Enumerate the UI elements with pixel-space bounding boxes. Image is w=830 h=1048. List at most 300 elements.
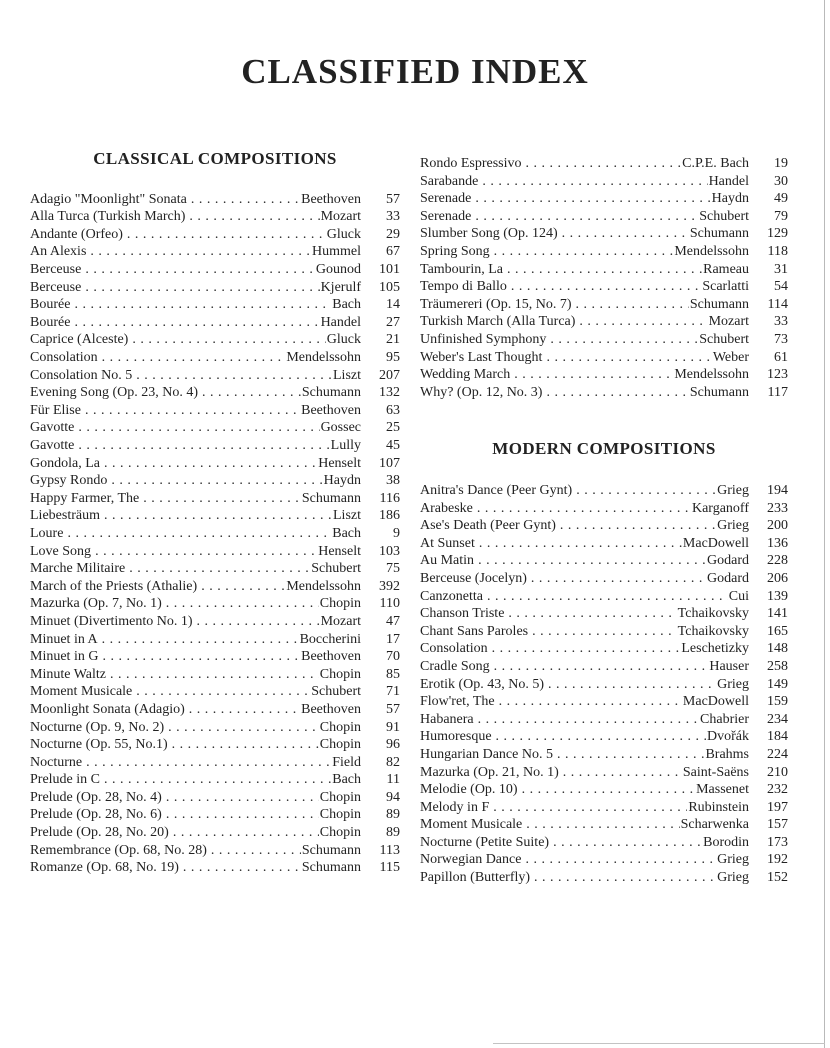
entry-composer: Hummel <box>312 244 361 260</box>
entry-composer: Liszt <box>333 508 361 524</box>
dot-leader <box>532 623 677 641</box>
entry-title: An Alexis <box>30 244 87 260</box>
entry-page-number: 25 <box>386 420 400 436</box>
entry-page-number: 91 <box>386 719 400 735</box>
scan-edge-right <box>824 0 825 1048</box>
entry-page-number: 57 <box>386 191 400 207</box>
page-title: CLASSIFIED INDEX <box>241 52 589 91</box>
entry-composer: Rubinstein <box>688 799 749 815</box>
entry-composer: Grieg <box>717 870 749 886</box>
dot-leader <box>85 279 319 297</box>
entry-title: Nocturne (Petite Suite) <box>420 834 550 850</box>
entry-composer: Mendelssohn <box>286 578 361 594</box>
entry-composer: Karganoff <box>691 500 749 516</box>
dot-leader <box>143 490 301 508</box>
modern-list <box>420 482 788 887</box>
dot-leader <box>132 331 325 349</box>
dot-leader <box>557 746 704 764</box>
entry-title: Für Elise <box>30 402 81 418</box>
index-entry <box>30 419 400 437</box>
entry-composer: Brahms <box>705 746 749 762</box>
entry-composer: Chopin <box>319 737 361 753</box>
index-entry <box>30 279 400 297</box>
entry-title: Moonlight Sonata (Adagio) <box>30 701 185 717</box>
index-entry <box>30 754 400 772</box>
entry-title: Melodie (Op. 10) <box>420 782 518 798</box>
entry-page-number: 71 <box>386 684 400 700</box>
entry-composer: Schubert <box>699 208 749 224</box>
entry-title: Happy Farmer, The <box>30 490 140 506</box>
index-entry <box>30 683 400 701</box>
entry-page-number: 224 <box>767 746 788 762</box>
index-entry <box>420 208 788 226</box>
entry-page-number: 89 <box>386 807 400 823</box>
dot-leader <box>189 208 319 226</box>
dot-leader <box>102 631 299 649</box>
dot-leader <box>189 701 300 719</box>
index-entry <box>420 517 788 535</box>
entry-composer: Schumann <box>689 384 749 400</box>
entry-title: Berceuse <box>30 279 82 295</box>
dot-leader <box>494 243 674 261</box>
entry-title: Remembrance (Op. 68, No. 28) <box>30 842 207 858</box>
index-entry <box>420 658 788 676</box>
entry-composer: Mozart <box>320 613 361 629</box>
entry-page-number: 19 <box>774 156 788 171</box>
dot-leader <box>211 842 301 860</box>
entry-title: Flow'ret, The <box>420 694 495 710</box>
dot-leader <box>104 455 317 473</box>
entry-page-number: 392 <box>379 578 400 594</box>
dot-leader <box>111 472 322 490</box>
index-entry <box>420 640 788 658</box>
entry-page-number: 31 <box>774 261 788 277</box>
dot-leader <box>78 419 319 437</box>
index-entry <box>420 331 788 349</box>
dot-leader <box>95 543 317 561</box>
index-entry <box>30 525 400 543</box>
dot-leader <box>127 226 326 244</box>
entry-composer: Kjerulf <box>320 279 361 295</box>
entry-page-number: 141 <box>767 606 788 622</box>
entry-title: Au Matin <box>420 553 475 569</box>
entry-composer: Boccherini <box>299 631 361 647</box>
entry-title: Chanson Triste <box>420 606 505 622</box>
dot-leader <box>85 402 300 420</box>
entry-composer: MacDowell <box>682 694 749 710</box>
entry-title: Chant Sans Paroles <box>420 623 529 639</box>
index-entry <box>30 771 400 789</box>
entry-page-number: 210 <box>767 764 788 780</box>
entry-title: Liebesträum <box>30 508 100 524</box>
entry-page-number: 116 <box>379 490 400 506</box>
entry-composer: Mozart <box>320 209 361 225</box>
entry-title: Loure <box>30 525 64 541</box>
entry-composer: Grieg <box>717 518 749 534</box>
entry-page-number: 94 <box>386 789 400 805</box>
entry-page-number: 33 <box>774 314 788 330</box>
entry-title: Nocturne <box>30 754 83 770</box>
entry-title: Mazurka (Op. 21, No. 1) <box>420 764 559 780</box>
index-entry <box>420 799 788 817</box>
entry-page-number: 63 <box>386 402 400 418</box>
right-column <box>420 155 788 887</box>
entry-page-number: 159 <box>767 694 788 710</box>
entry-composer: C.P.E. Bach <box>682 156 749 171</box>
entry-title: Serenade <box>420 191 472 207</box>
dot-leader <box>511 278 701 296</box>
index-entry <box>30 314 400 332</box>
entry-composer: Schumann <box>301 860 361 876</box>
classical-list-right <box>420 155 788 401</box>
entry-page-number: 103 <box>379 543 400 559</box>
index-entry <box>30 736 400 754</box>
index-entry <box>30 789 400 807</box>
entry-page-number: 11 <box>386 772 400 788</box>
dot-leader <box>576 296 689 314</box>
entry-title: Habanera <box>420 711 474 727</box>
index-entry <box>420 278 788 296</box>
entry-composer: Beethoven <box>301 701 361 717</box>
index-entry <box>30 208 400 226</box>
entry-composer: Beethoven <box>301 402 361 418</box>
entry-composer: Gounod <box>315 262 361 278</box>
left-column <box>30 150 400 877</box>
entry-page-number: 73 <box>774 331 788 347</box>
entry-page-number: 117 <box>767 384 788 400</box>
entry-composer: Saint-Saëns <box>682 764 749 780</box>
index-entry <box>30 560 400 578</box>
entry-composer: Grieg <box>717 852 749 868</box>
entry-title: Spring Song <box>420 243 490 259</box>
entry-title: Tambourin, La <box>420 261 503 277</box>
entry-composer: Mozart <box>708 314 749 330</box>
entry-composer: Cui <box>728 588 749 604</box>
entry-composer: Liszt <box>333 367 361 383</box>
entry-page-number: 101 <box>379 262 400 278</box>
entry-page-number: 132 <box>379 385 400 401</box>
dot-leader <box>136 367 332 385</box>
entry-title: Adagio "Moonlight" Sonata <box>30 191 187 207</box>
index-entry <box>420 366 788 384</box>
entry-composer: Chopin <box>319 596 361 612</box>
entry-composer: Godard <box>707 553 749 569</box>
dot-leader <box>191 191 300 209</box>
entry-page-number: 234 <box>767 711 788 727</box>
entry-title: Berceuse (Jocelyn) <box>420 570 527 586</box>
index-entry <box>420 225 788 243</box>
entry-page-number: 136 <box>767 535 788 551</box>
index-entry <box>30 472 400 490</box>
entry-page-number: 9 <box>393 525 400 541</box>
entry-title: Minuet in G <box>30 649 99 665</box>
entry-page-number: 85 <box>386 666 400 682</box>
entry-title: Wedding March <box>420 367 511 383</box>
entry-page-number: 79 <box>774 208 788 224</box>
entry-page-number: 110 <box>379 596 400 612</box>
index-entry <box>420 296 788 314</box>
entry-page-number: 95 <box>386 350 400 366</box>
entry-page-number: 113 <box>379 842 400 858</box>
entry-page-number: 29 <box>386 226 400 242</box>
dot-leader <box>576 482 716 500</box>
index-entry <box>420 243 788 261</box>
entry-composer: Schumann <box>689 226 749 242</box>
entry-title: Canzonetta <box>420 588 483 604</box>
entry-composer: Gluck <box>326 332 361 348</box>
entry-page-number: 233 <box>767 500 788 516</box>
index-entry <box>420 728 788 746</box>
entry-page-number: 200 <box>767 518 788 534</box>
index-entry <box>30 806 400 824</box>
entry-title: Humoresque <box>420 729 492 745</box>
index-entry <box>420 605 788 623</box>
entry-composer: Schubert <box>699 331 749 347</box>
entry-title: Turkish March (Alla Turca) <box>420 314 576 330</box>
entry-title: Bourée <box>30 297 71 313</box>
index-entry <box>420 623 788 641</box>
index-entry <box>30 824 400 842</box>
index-entry <box>30 666 400 684</box>
dot-leader <box>172 736 319 754</box>
entry-page-number: 148 <box>767 641 788 657</box>
index-entry <box>30 455 400 473</box>
entry-title: Andante (Orfeo) <box>30 226 123 242</box>
dot-leader <box>475 190 710 208</box>
index-entry <box>30 349 400 367</box>
entry-page-number: 157 <box>767 817 788 833</box>
entry-composer: MacDowell <box>682 535 749 551</box>
entry-title: Mazurka (Op. 7, No. 1) <box>30 596 162 612</box>
entry-page-number: 115 <box>379 860 400 876</box>
index-entry <box>30 226 400 244</box>
dot-leader <box>104 507 332 525</box>
entry-composer: Scarlatti <box>702 279 749 295</box>
entry-title: Nocturne (Op. 55, No.1) <box>30 737 168 753</box>
dot-leader <box>550 331 698 349</box>
entry-page-number: 118 <box>767 243 788 259</box>
entry-composer: Schumann <box>689 296 749 312</box>
entry-composer: Lully <box>330 438 361 453</box>
entry-title: Minuet (Divertimento No. 1) <box>30 613 193 629</box>
entry-composer: Grieg <box>717 676 749 692</box>
entry-composer: Tchaikovsky <box>677 623 749 639</box>
dot-leader <box>553 834 702 852</box>
entry-page-number: 67 <box>386 244 400 260</box>
classical-list-left <box>30 191 400 877</box>
entry-page-number: 89 <box>386 825 400 841</box>
entry-page-number: 45 <box>386 438 400 453</box>
dot-leader <box>493 799 687 817</box>
index-entry <box>30 648 400 666</box>
entry-page-number: 61 <box>774 349 788 365</box>
dot-leader <box>166 806 319 824</box>
scan-edge-bottom <box>493 1043 825 1044</box>
index-entry <box>30 595 400 613</box>
entry-composer: Chopin <box>319 719 361 735</box>
dot-leader <box>102 648 300 666</box>
entry-composer: Beethoven <box>301 191 361 207</box>
entry-title: Romanze (Op. 68, No. 19) <box>30 860 179 876</box>
dot-leader <box>478 711 699 729</box>
index-entry <box>30 296 400 314</box>
classical-section-header: CLASSICAL COMPOSITIONS <box>93 149 337 168</box>
dot-leader <box>183 859 301 877</box>
dot-leader <box>494 658 709 676</box>
entry-composer: Beethoven <box>301 649 361 665</box>
dot-leader <box>563 764 682 782</box>
dot-leader <box>173 824 319 842</box>
dot-leader <box>479 535 682 553</box>
entry-composer: Grieg <box>717 483 749 498</box>
dot-leader <box>90 243 311 261</box>
index-entry <box>30 578 400 596</box>
entry-title: Gondola, La <box>30 455 100 471</box>
entry-composer: Mendelssohn <box>286 350 361 366</box>
dot-leader <box>546 349 711 367</box>
dot-leader <box>86 754 331 772</box>
entry-title: Erotik (Op. 43, No. 5) <box>420 676 545 692</box>
index-entry <box>30 437 400 455</box>
entry-page-number: 47 <box>386 613 400 629</box>
entry-composer: Borodin <box>703 834 749 850</box>
entry-title: Berceuse <box>30 262 82 278</box>
dot-leader <box>526 155 682 173</box>
entry-title: Cradle Song <box>420 658 490 674</box>
entry-title: Consolation No. 5 <box>30 367 133 383</box>
entry-title: Prelude (Op. 28, No. 6) <box>30 807 162 823</box>
dot-leader <box>102 349 286 367</box>
entry-title: Evening Song (Op. 23, No. 4) <box>30 385 198 401</box>
dot-leader <box>492 640 681 658</box>
entry-composer: Bach <box>332 772 361 788</box>
entry-title: Love Song <box>30 543 92 559</box>
entry-composer: Massenet <box>696 782 749 798</box>
entry-page-number: 152 <box>767 870 788 886</box>
entry-title: Unfinished Symphony <box>420 331 547 347</box>
dot-leader <box>496 728 706 746</box>
index-entry <box>30 701 400 719</box>
entry-title: Prelude (Op. 28, No. 20) <box>30 825 169 841</box>
entry-title: Consolation <box>420 641 488 657</box>
entry-title: Anitra's Dance (Peer Gynt) <box>420 483 573 498</box>
index-entry <box>30 719 400 737</box>
index-entry <box>30 261 400 279</box>
index-entry <box>30 367 400 385</box>
index-entry <box>30 543 400 561</box>
entry-title: Marche Militaire <box>30 561 126 577</box>
index-entry <box>420 570 788 588</box>
entry-composer: Dvořák <box>707 729 749 745</box>
dot-leader <box>85 261 315 279</box>
entry-page-number: 194 <box>767 483 788 498</box>
entry-composer: Chabrier <box>700 711 749 727</box>
index-entry <box>30 859 400 877</box>
entry-page-number: 21 <box>386 332 400 348</box>
index-entry <box>30 191 400 209</box>
index-entry <box>30 243 400 261</box>
entry-composer: Schubert <box>311 684 361 700</box>
entry-composer: Field <box>332 754 361 770</box>
entry-page-number: 228 <box>767 553 788 569</box>
entry-page-number: 197 <box>767 799 788 815</box>
entry-composer: Bach <box>332 297 361 313</box>
entry-page-number: 57 <box>386 701 400 717</box>
entry-title: Sarabande <box>420 173 479 189</box>
index-entry <box>30 331 400 349</box>
entry-title: Tempo di Ballo <box>420 279 507 295</box>
entry-composer: Scharwenka <box>680 817 749 833</box>
index-entry <box>420 676 788 694</box>
entry-title: Arabeske <box>420 500 473 516</box>
dot-leader <box>197 613 320 631</box>
entry-composer: Chopin <box>319 825 361 841</box>
entry-title: Prelude (Op. 28, No. 4) <box>30 789 162 805</box>
entry-composer: Hauser <box>709 658 749 674</box>
index-entry <box>30 490 400 508</box>
entry-page-number: 54 <box>774 279 788 295</box>
entry-title: Serenade <box>420 208 472 224</box>
entry-title: Caprice (Alceste) <box>30 332 129 348</box>
entry-composer: Schumann <box>301 385 361 401</box>
entry-composer: Rameau <box>703 261 749 277</box>
dot-leader <box>129 560 310 578</box>
dot-leader <box>478 552 706 570</box>
index-entry <box>420 384 788 402</box>
entry-page-number: 14 <box>386 297 400 313</box>
entry-composer: Mendelssohn <box>674 243 749 259</box>
entry-page-number: 129 <box>767 226 788 242</box>
entry-composer: Chopin <box>319 807 361 823</box>
dot-leader <box>562 225 689 243</box>
dot-leader <box>560 517 716 535</box>
index-entry <box>420 764 788 782</box>
index-entry <box>420 173 788 191</box>
index-entry <box>420 482 788 500</box>
index-entry <box>420 500 788 518</box>
entry-composer: Weber <box>712 349 749 365</box>
dot-leader <box>548 676 716 694</box>
entry-composer: Gossec <box>320 420 361 436</box>
dot-leader <box>522 781 696 799</box>
dot-leader <box>201 578 285 596</box>
index-entry <box>420 535 788 553</box>
index-entry <box>420 869 788 887</box>
entry-title: Minuet in A <box>30 631 98 647</box>
index-entry <box>420 711 788 729</box>
entry-title: Moment Musicale <box>420 817 523 833</box>
entry-composer: Henselt <box>318 455 361 471</box>
entry-title: Prelude in C <box>30 772 100 788</box>
entry-composer: Handel <box>320 314 361 330</box>
dot-leader <box>526 816 679 834</box>
entry-page-number: 123 <box>767 367 788 383</box>
dot-leader <box>507 261 702 279</box>
entry-composer: Godard <box>707 570 749 586</box>
entry-title: Gavotte <box>30 420 75 436</box>
index-entry <box>420 834 788 852</box>
index-entry <box>420 261 788 279</box>
entry-title: Norwegian Dance <box>420 852 522 868</box>
entry-title: Gypsy Rondo <box>30 473 108 489</box>
entry-title: Moment Musicale <box>30 684 133 700</box>
modern-section-header: MODERN COMPOSITIONS <box>492 439 716 459</box>
entry-composer: Haydn <box>323 473 361 489</box>
index-entry <box>420 155 788 173</box>
entry-composer: Bach <box>332 525 361 541</box>
index-entry <box>420 313 788 331</box>
entry-page-number: 17 <box>386 631 400 647</box>
